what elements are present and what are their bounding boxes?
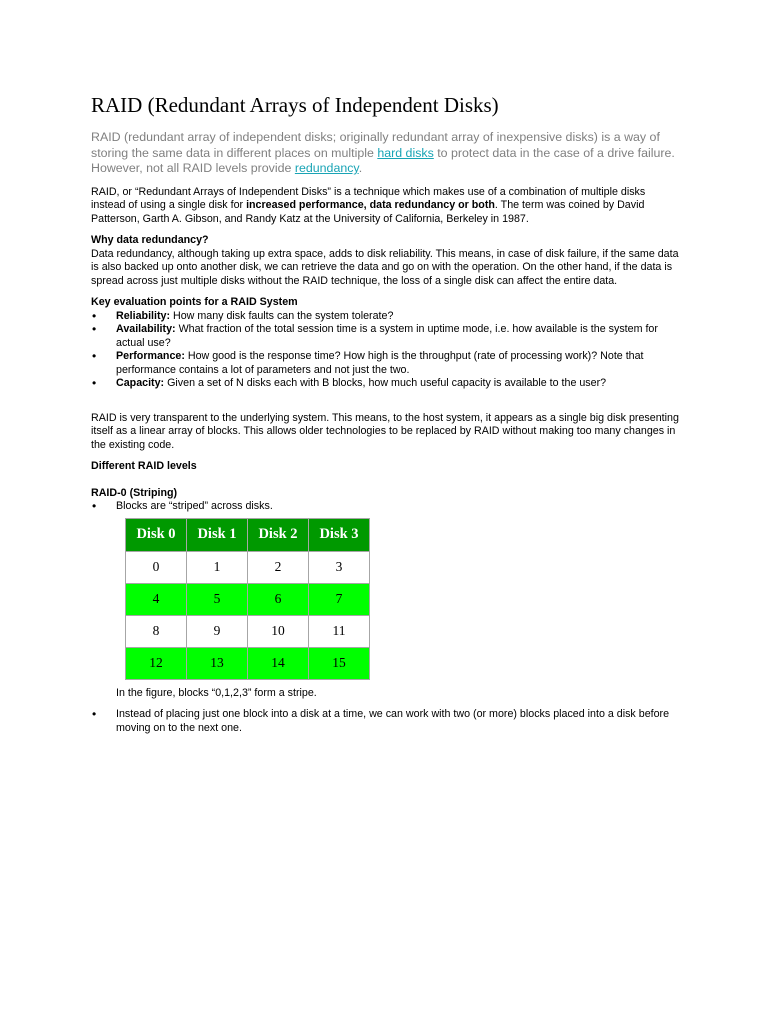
- raid0-list-continued: [91, 708, 681, 735]
- evaluation-item-availability: [91, 323, 681, 350]
- intro-text-3: .: [358, 161, 363, 175]
- block-cell: 13: [187, 647, 248, 679]
- block-cell: 4: [126, 583, 187, 615]
- definition-text-2: . The term was coined by David Patterson, Garth A. Gibson, and Randy Katz at the University of California, Berkeley in 1987.: [91, 199, 645, 225]
- table-row: [126, 647, 370, 679]
- block-cell: 8: [126, 615, 187, 647]
- redundancy-link[interactable]: redundancy: [294, 161, 359, 175]
- raid0-striping-table: [125, 518, 370, 680]
- intro-text-1: RAID (redundant array of independent disks; originally redundant array of inexpensive disks) is a way of storing the same data in different places on multiple: [91, 130, 660, 160]
- evaluation-term: Capacity:: [116, 377, 165, 389]
- evaluation-item-reliability: [91, 310, 681, 324]
- hard-disks-link[interactable]: hard disks: [377, 145, 434, 160]
- disk-1-header: Disk 1: [187, 518, 248, 551]
- evaluation-item-performance: [91, 350, 681, 377]
- raid0-list: [91, 500, 681, 514]
- raid0-bullet-multiblock: • Instead of placing just one block into a disk at a time, we can work with two (or more) blocks placed into a disk before moving on to the next one.: [91, 708, 681, 735]
- intro-text-2: to protect data in the case of a drive failure. However, not all RAID levels provide: [91, 145, 675, 175]
- definition-text-1: RAID, or “Redundant Arrays of Independent Disks” is a technique which makes use of a combination of multiple disks instead of using a single disk for: [91, 185, 646, 211]
- block-cell: 10: [248, 615, 309, 647]
- document-page: [91, 92, 681, 735]
- transparency-paragraph: RAID is very transparent to the underlying system. This means, to the host system, it appears as a single big disk presenting itself as a linear array of blocks. This allows older technologies to be replaced by RAID without making too many changes in the existing code.: [91, 411, 679, 451]
- definition-paragraph: [91, 186, 681, 227]
- table-header-row: [126, 518, 370, 551]
- evaluation-text: How many disk faults can the system tolerate?: [170, 309, 394, 322]
- block-cell: 9: [187, 615, 248, 647]
- block-cell: 2: [248, 551, 309, 583]
- evaluation-text: What fraction of the total session time is a system in uptime mode, i.e. how available is the system for actual use?: [116, 323, 658, 349]
- definition-bold: increased performance, data redundancy or both: [246, 199, 495, 211]
- block-cell: 0: [126, 551, 187, 583]
- evaluation-list: [91, 310, 681, 391]
- block-cell: 3: [309, 551, 370, 583]
- block-cell: 6: [248, 583, 309, 615]
- block-cell: 5: [187, 583, 248, 615]
- table-row: [126, 583, 370, 615]
- disk-0-header: Disk 0: [126, 518, 187, 551]
- evaluation-term: Availability:: [116, 323, 176, 335]
- block-cell: 14: [248, 647, 309, 679]
- redundancy-paragraph: Data redundancy, although taking up extra space, adds to disk reliability. This means, in case of disk failure, if the same data is also backed up onto another disk, we can retrieve the data and go on with the operation. On the other hand, if the data is spread across just multiple disks without the RAID technique, the loss of a single disk can affect the entire data.: [91, 247, 679, 287]
- block-cell: 15: [309, 647, 370, 679]
- block-cell: 12: [126, 647, 187, 679]
- evaluation-term: Reliability:: [116, 309, 171, 322]
- raid-levels-heading: Different RAID levels: [91, 460, 197, 472]
- block-cell: 7: [309, 583, 370, 615]
- page-title: RAID (Redundant Arrays of Independent Disks): [91, 93, 499, 117]
- block-cell: 11: [309, 615, 370, 647]
- evaluation-item-capacity: [91, 377, 681, 391]
- evaluation-text: Given a set of N disks each with B blocks, how much useful capacity is available to the user?: [164, 377, 607, 389]
- evaluation-text: How good is the response time? How high is the throughput (rate of processing work)? Note that performance contains a lot of parameters and not just the two.: [116, 350, 644, 376]
- table-row: [126, 551, 370, 583]
- table-caption: In the figure, blocks “0,1,2,3” form a stripe.: [116, 686, 317, 699]
- table-row: [126, 615, 370, 647]
- evaluation-term: Performance:: [116, 350, 185, 362]
- intro-paragraph: [91, 130, 681, 177]
- raid0-heading: RAID-0 (Striping): [91, 486, 178, 499]
- redundancy-heading: Why data redundancy?: [91, 234, 209, 246]
- disk-3-header: Disk 3: [309, 518, 370, 551]
- raid0-bullet-striped: • Blocks are “striped” across disks.: [91, 500, 681, 514]
- disk-2-header: Disk 2: [248, 518, 309, 551]
- block-cell: 1: [187, 551, 248, 583]
- evaluation-heading: Key evaluation points for a RAID System: [91, 296, 298, 308]
